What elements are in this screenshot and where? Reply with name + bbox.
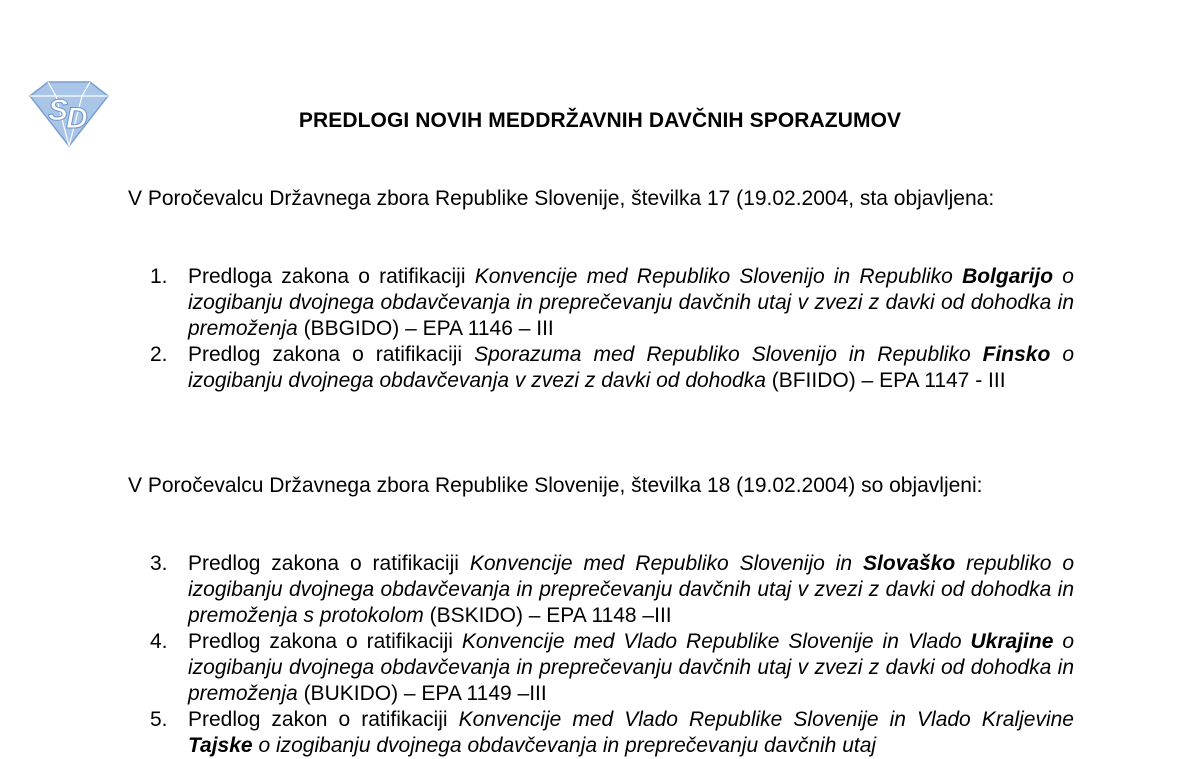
item-italic-text: o izogibanju dvojnega obdavčevanja v zvezi z davki od dohodka bbox=[188, 343, 1074, 392]
item-italic-text: o izogibanju dvojnega obdavčevanja in preprečevanju davčnih utaj v zvezi z davki od dohodka in premoženja bbox=[188, 265, 1074, 340]
svg-text:S: S bbox=[48, 94, 69, 127]
list-item bbox=[128, 707, 1074, 759]
item-reference: (BFIIDO) – EPA 1147 - III bbox=[765, 369, 1006, 392]
intro-paragraph-18: V Poročevalcu Državnega zbora Republike Slovenije, številka 18 (19.02.2004) so objavljeni: bbox=[128, 474, 983, 497]
item-country: Slovaško bbox=[863, 552, 956, 575]
list-item-number: 2. bbox=[150, 343, 168, 366]
item-lead: Predlog zakona o ratifikaciji bbox=[188, 630, 462, 653]
item-country: Tajske bbox=[188, 734, 253, 757]
item-country: Bolgarijo bbox=[962, 265, 1054, 288]
item-reference: (BSKIDO) – EPA 1148 –III bbox=[423, 604, 672, 627]
list-item-number: 5. bbox=[150, 708, 168, 731]
list-item-number: 1. bbox=[150, 265, 168, 288]
item-italic-text: o izogibanju dvojnega obdavčevanja in preprečevanju davčnih utaj v zvezi z davki od dohodka in premoženja bbox=[188, 630, 1075, 705]
treaty-list-2 bbox=[128, 551, 1074, 759]
item-country: Ukrajine bbox=[970, 630, 1054, 653]
item-italic-text: Konvencije med Republiko Slovenijo in bbox=[469, 552, 864, 575]
item-italic-text: Konvencije med Republiko Slovenijo in Republiko bbox=[474, 265, 963, 288]
item-country: Finsko bbox=[982, 343, 1051, 366]
list-item bbox=[128, 629, 1074, 707]
list-item bbox=[128, 342, 1074, 394]
item-reference: (BBGIDO) – EPA 1146 – III bbox=[297, 317, 554, 340]
list-item-number: 3. bbox=[150, 552, 168, 575]
list-item bbox=[128, 551, 1074, 629]
item-lead: Predloga zakona o ratifikaciji bbox=[188, 265, 475, 288]
svg-text:D: D bbox=[66, 102, 88, 135]
item-italic-text: Konvencije med Vlado Republike Slovenije in Vlado bbox=[461, 630, 971, 653]
list-item bbox=[128, 264, 1074, 342]
item-lead: Predlog zakon o ratifikaciji bbox=[188, 708, 459, 731]
item-lead: Predlog zakona o ratifikaciji bbox=[188, 343, 475, 366]
item-italic-text: Konvencije med Vlado Republike Slovenije in Vlado Kraljevine bbox=[458, 708, 1074, 731]
document-title: PREDLOGI NOVIH MEDDRŽAVNIH DAVČNIH SPORAZUMOV bbox=[298, 109, 902, 132]
treaty-list-1 bbox=[128, 264, 1074, 394]
item-italic-text: Sporazuma med Republiko Slovenijo in Republiko bbox=[474, 343, 983, 366]
item-italic-text: o izogibanju dvojnega obdavčevanja in preprečevanju davčnih utaj bbox=[252, 734, 877, 757]
list-item-number: 4. bbox=[150, 630, 168, 653]
item-lead: Predlog zakona o ratifikaciji bbox=[188, 552, 470, 575]
item-italic-text: republiko o izogibanju dvojnega obdavčevanja in preprečevanju davčnih utaj v zvezi z davki od dohodka in premoženja s protokolom bbox=[188, 552, 1075, 627]
intro-paragraph-17: V Poročevalcu Državnega zbora Republike Slovenije, številka 17 (19.02.2004, sta objavljena: bbox=[128, 187, 995, 210]
item-reference: (BUKIDO) – EPA 1149 –III bbox=[297, 682, 547, 705]
